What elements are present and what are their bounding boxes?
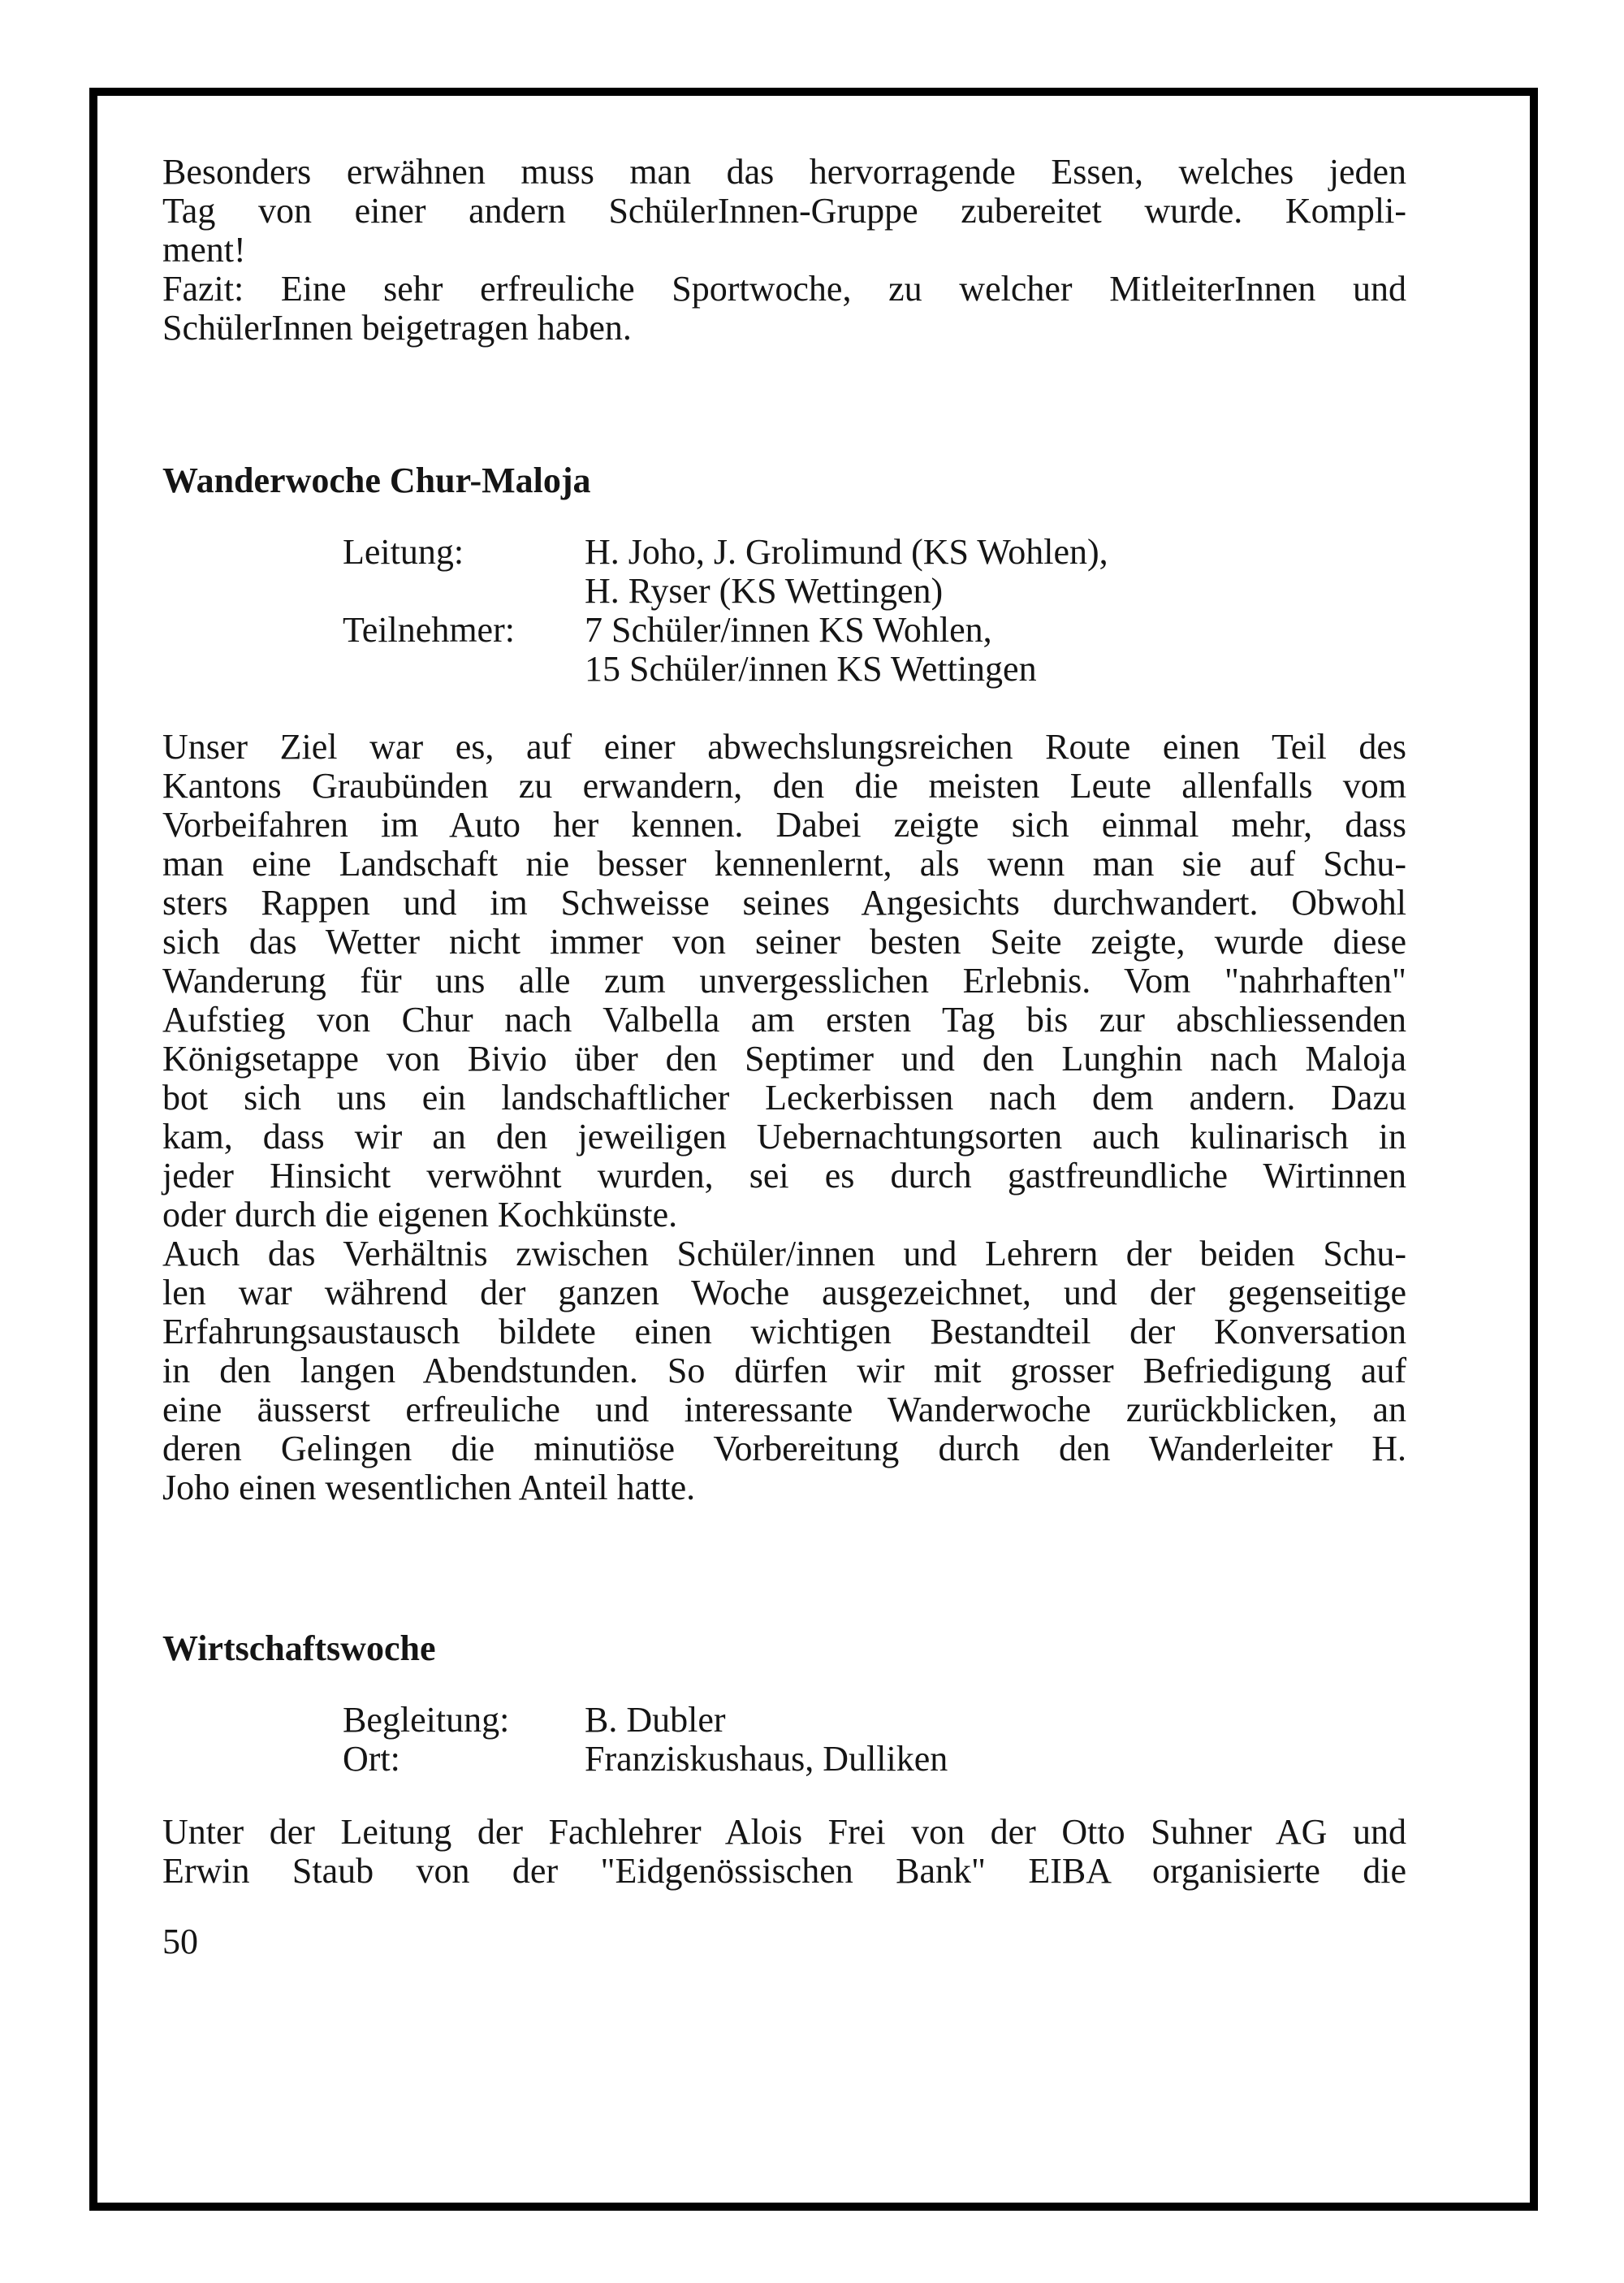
text-line: sters Rappen und im Schweisse seines Angesichts durchwandert. Obwohl [162,883,1406,923]
text-line: len war während der ganzen Woche ausgezeichnet, und der gegenseitige [162,1273,1406,1312]
section-heading-wanderwoche: Wanderwoche Chur-Maloja [162,460,591,500]
section-heading-wirtschaftswoche: Wirtschaftswoche [162,1628,436,1668]
text-line: Aufstieg von Chur nach Valbella am ersten Tag bis zur abschliessenden [162,1000,1406,1040]
text-line: Erfahrungsaustausch bildete einen wichtigen Bestandteil der Konversation [162,1312,1406,1351]
info-label [343,650,585,689]
info-row [343,650,1108,689]
wirtschaftswoche-paragraph [162,1813,1406,1891]
text-line: SchülerInnen beigetragen haben. [162,308,632,348]
info-label: Leitung: [343,532,464,572]
info-label: Teilnehmer: [343,610,515,650]
text-line: Kantons Graubünden zu erwandern, den die meisten Leute allenfalls vom [162,766,1406,806]
text-line: Besonders erwähnen muss man das hervorragende Essen, welches jeden [162,152,1406,192]
info-row [343,1701,948,1740]
info-value: Franziskushaus, Dulliken [585,1739,948,1779]
wanderwoche-paragraph [162,728,1406,1507]
text-line: deren Gelingen die minutiöse Vorbereitung durch den Wanderleiter H. [162,1429,1406,1468]
text-line: ment! [162,230,246,270]
text-line: oder durch die eigenen Kochkünste. [162,1195,678,1234]
spacer [162,689,1406,728]
info-label [343,572,585,611]
info-row [343,572,1108,611]
intro-paragraph [162,153,1406,348]
text-line: Wanderung für uns alle zum unvergesslichen Erlebnis. Vom "nahrhaften" [162,961,1406,1001]
wirtschaftswoche-info-table [343,1701,948,1779]
text-line: eine äusserst erfreuliche und interessante Wanderwoche zurückblicken, an [162,1390,1406,1429]
text-line: Fazit: Eine sehr erfreuliche Sportwoche, zu welcher MitleiterInnen und [162,269,1406,309]
page-content [162,153,1406,1891]
spacer [162,1779,1406,1813]
info-row [343,1740,948,1779]
text-line: man eine Landschaft nie besser kennenlernt, als wenn man sie auf Schu- [162,844,1406,884]
wanderwoche-info-table [343,533,1108,689]
info-value: B. Dubler [585,1700,726,1740]
info-row [343,611,1108,650]
text-line: Joho einen wesentlichen Anteil hatte. [162,1468,696,1507]
info-label: Begleitung: [343,1700,510,1740]
text-line: kam, dass wir an den jeweiligen Uebernachtungsorten auch kulinarisch in [162,1117,1406,1157]
text-line: Unter der Leitung der Fachlehrer Alois Frei von der Otto Suhner AG und [162,1812,1406,1852]
info-value: H. Ryser (KS Wettingen) [585,571,944,611]
text-line: Vorbeifahren im Auto her kennen. Dabei zeigte sich einmal mehr, dass [162,805,1406,845]
text-line: Unser Ziel war es, auf einer abwechslungsreichen Route einen Teil des [162,727,1406,767]
text-line: Tag von einer andern SchülerInnen-Gruppe zubereitet wurde. Kompli- [162,191,1406,231]
page-number: 50 [162,1922,198,1961]
text-line: Auch das Verhältnis zwischen Schüler/innen und Lehrern der beiden Schu- [162,1234,1406,1273]
text-line: Königsetappe von Bivio über den Septimer und den Lunghin nach Maloja [162,1039,1406,1079]
info-label: Ort: [343,1739,400,1779]
text-line: sich das Wetter nicht immer von seiner besten Seite zeigte, wurde diese [162,922,1406,962]
text-line: jeder Hinsicht verwöhnt wurden, sei es durch gastfreundliche Wirtinnen [162,1156,1406,1196]
text-line: bot sich uns ein landschaftlicher Leckerbissen nach dem andern. Dazu [162,1078,1406,1118]
info-value: 7 Schüler/innen KS Wohlen, [585,610,992,650]
text-line: Erwin Staub von der "Eidgenössischen Bank" EIBA organisierte die [162,1851,1406,1891]
info-row [343,533,1108,572]
info-value: 15 Schüler/innen KS Wettingen [585,649,1037,689]
text-line: in den langen Abendstunden. So dürfen wir mit grosser Befriedigung auf [162,1351,1406,1390]
info-value: H. Joho, J. Grolimund (KS Wohlen), [585,532,1108,572]
